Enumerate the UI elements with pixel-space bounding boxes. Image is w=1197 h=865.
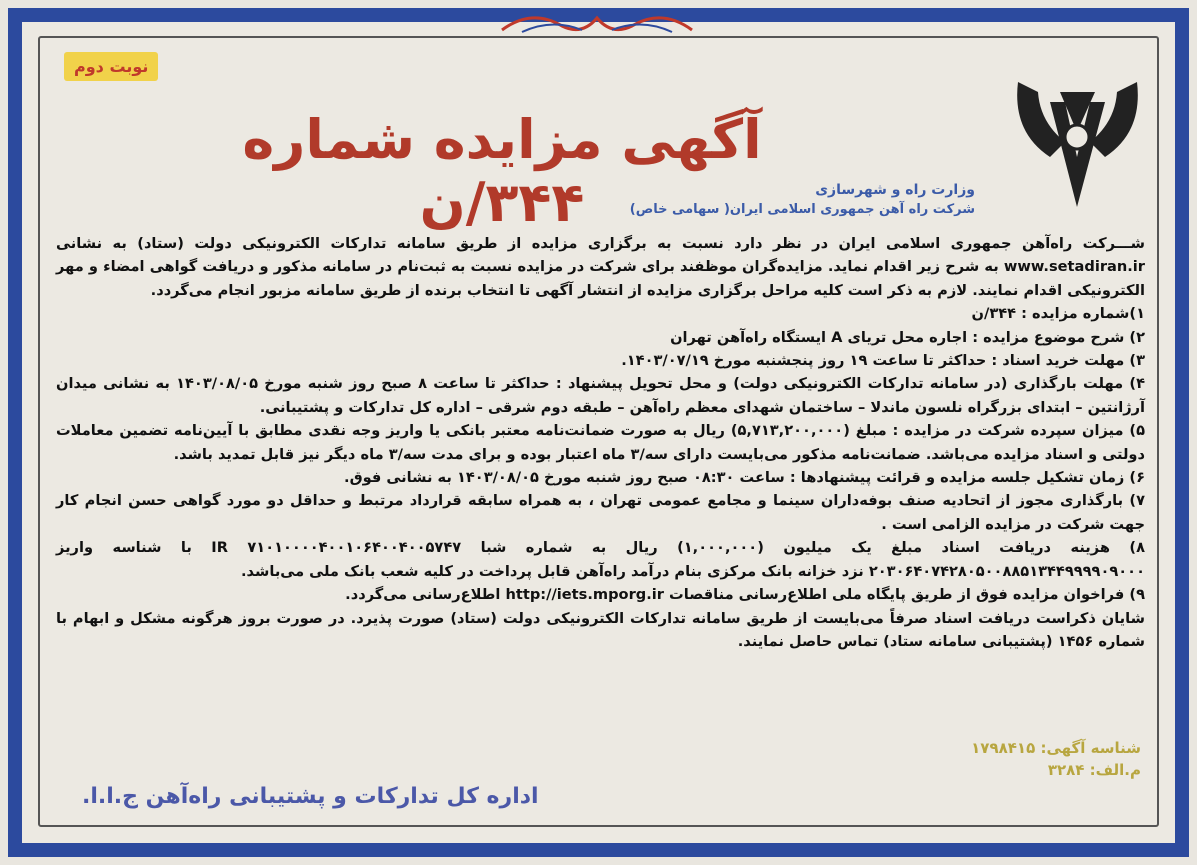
advert-ids xyxy=(971,737,1141,781)
list-item: ۴) مهلت بارگذاری (در سامانه تدارکات الکترونیکی دولت) و محل تحویل پیشنهاد : حداکثر تا ساعت ۸ صبح روز شنبه مورخ ۱۴۰۳/۰۸/۰۵ به نشانی میدان آرژانتین – ابتدای بزرگراه نلسون ماندلا – ساختمان شهدای معظم راه‌آهن – طبقه دوم شرقی – اداره کل تدارکات و پشتیبانی. xyxy=(56,375,1145,416)
winged-emblem-icon xyxy=(1010,62,1145,212)
list-item: ۶) زمان تشکیل جلسه مزایده و قرائت پیشنهادها : ساعت ۰۸:۳۰ صبح روز شنبه مورخ ۱۴۰۳/۰۸/۰۵ به نشانی فوق. xyxy=(344,469,1145,487)
advert-sheet xyxy=(22,22,1175,843)
edition-badge: نوبت دوم xyxy=(64,52,158,81)
list-item: ۷) بارگذاری مجوز از اتحادیه صنف بوفه‌داران سینما و مجامع عمومی تهران ، به همراه سابقه قرارداد مرتبط و حداقل دو مورد گواهی حسن انجام کار جهت شرکت در مزایده الزامی است . xyxy=(56,492,1145,533)
page-title: آگهی مزایده شماره ۳۴۴/ن xyxy=(242,108,762,234)
list-item: ۸) هزینه دریافت اسناد مبلغ یک میلیون (۱,۰۰۰,۰۰۰) ریال به شماره شبا IR ۷۱۰۱۰۰۰۰۴۰۰۱۰۶۴۰۰۴۰۰۵۷۴۷ با شناسه واریز ۲۰۳۰۶۴۰۷۴۲۸۰۵۰۰۸۸۵۱۳۴۴۹۹۹۹۰۹۰۰۰ نزد خزانه بانک مرکزی بنام درآمد راه‌آهن قابل پرداخت در کلیه شعب بانک ملی می‌باشد. xyxy=(56,539,1145,580)
list-item: ۹) فراخوان مزایده فوق از طریق پایگاه ملی اطلاع‌رسانی مناقصات http://iets.mporg.ir اطلاع‌رسانی می‌گردد. xyxy=(345,586,1145,604)
ref-number: م.الف: ۳۲۸۴ xyxy=(1047,761,1141,779)
organization-block xyxy=(630,180,975,220)
intro-paragraph: شـــرکت راه‌آهن جمهوری اسلامی ایران در نظر دارد نسبت به برگزاری مزایده از طریق سامانه تدارکات الکترونیکی دولت (ستاد) به نشانی www.setadiran.ir به شرح زیر اقدام نماید. مزایده‌گران موظفند برای شرکت در مزایده نسبت به ثبت‌نام در سامانه مذکور و دریافت گواهی امضاء و مهر الکترونیکی اقدام نمایند. لازم به ذکر است کلیه مراحل برگزاری مزایده از انتشار آگهی تا انتخاب برنده از طریق سامانه مزبور انجام می‌گردد. xyxy=(56,235,1145,299)
company-name: شرکت راه آهن جمهوری اسلامی ایران( سهامی خاص) xyxy=(629,202,975,217)
ad-id: شناسه آگهی: ۱۷۹۸۴۱۵ xyxy=(971,739,1141,757)
footer-signature: اداره کل تدارکات و پشتیبانی راه‌آهن ج.ا.ا. xyxy=(82,784,539,809)
list-item: ۵) میزان سپرده شرکت در مزایده : مبلغ (۵,۷۱۳,۲۰۰,۰۰۰) ریال به صورت ضمانت‌نامه معتبر بانکی یا واریز وجه نقدی مطابق با آیین‌نامه تضمین معاملات دولتی و اسناد مزایده می‌باشد. ضمانت‌نامه مذکور می‌بایست دارای سه/۳ ماه اعتبار بوده و برای مدت سه/۳ ماه دیگر نیز قابل تمدید باشد. xyxy=(56,422,1145,463)
advert-body xyxy=(56,232,1145,787)
top-ornament-icon xyxy=(492,8,702,38)
ministry-name: وزارت راه و شهرسازی xyxy=(815,182,975,198)
advert-border xyxy=(8,8,1189,857)
note-paragraph: شایان ذکراست دریافت اسناد صرفاً می‌بایست از طریق سامانه تدارکات الکترونیکی دولت (ستاد) صورت پذیرد. در صورت بروز هرگونه مشکل و ابهام با شماره ۱۴۵۶ (پشتیبانی سامانه ستاد) تماس حاصل نمایند. xyxy=(56,609,1145,650)
list-item: ۳) مهلت خرید اسناد : حداکثر تا ساعت ۱۹ روز پنجشنبه مورخ ۱۴۰۳/۰۷/۱۹. xyxy=(621,352,1145,370)
list-item: ۲) شرح موضوع مزایده : اجاره محل تریای A ایستگاه راه‌آهن تهران xyxy=(670,328,1145,346)
list-item: ۱)شماره مزایده : ۳۴۴/ن xyxy=(971,305,1145,323)
